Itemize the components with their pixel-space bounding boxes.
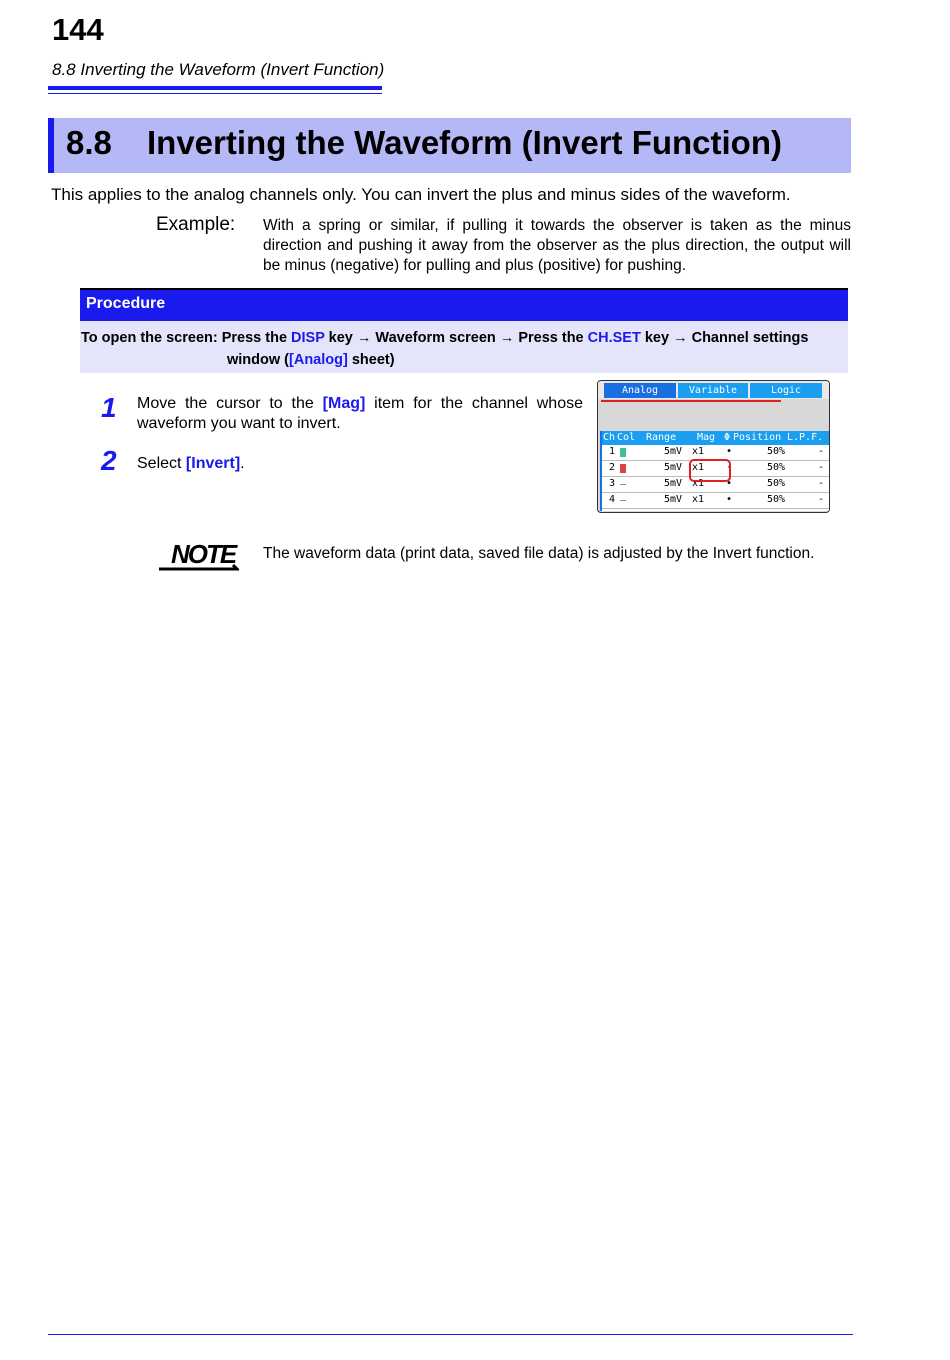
step-text — [137, 454, 245, 474]
step-text-pre: Move the cursor to the — [137, 395, 323, 412]
open-screen-line-2 — [227, 352, 395, 368]
open-screen-instructions — [80, 321, 848, 373]
note-icon-label: NOTE — [171, 539, 236, 569]
table-row[interactable] — [602, 493, 829, 509]
invert-cell[interactable]: · — [726, 462, 733, 473]
arrow-icon: → — [673, 330, 688, 346]
step-number: 2 — [101, 445, 117, 476]
color-swatch — [620, 500, 626, 501]
step-number: 1 — [101, 392, 117, 423]
key-word: key — [640, 330, 674, 346]
section-banner-accent — [48, 118, 54, 173]
range-cell[interactable]: 5mV — [664, 478, 683, 489]
header-rule — [48, 86, 382, 90]
position-cell[interactable]: 50% — [767, 446, 786, 457]
section-banner — [48, 118, 851, 173]
section-title: Inverting the Waveform (Invert Function) — [147, 124, 782, 161]
column-header: Ch — [603, 432, 616, 443]
key-word: key — [324, 330, 357, 346]
tab-analog[interactable]: Analog — [604, 383, 676, 398]
column-header: Φ — [724, 432, 731, 443]
step-text — [137, 394, 583, 434]
invert-keyword: [Invert] — [185, 455, 241, 472]
invert-cell[interactable]: • — [726, 494, 733, 505]
color-swatch — [620, 464, 626, 473]
chset-key: CH.SET — [587, 330, 641, 346]
footer-rule — [48, 1334, 853, 1335]
window-prefix: window ( — [227, 352, 290, 368]
column-header: L.P.F. — [787, 432, 824, 443]
step-text-post: . — [240, 455, 245, 472]
tab-logic[interactable]: Logic — [750, 383, 822, 398]
step-text-post: item for the channel whose waveform you want to invert. — [137, 395, 583, 432]
note-text: The waveform data (print data, saved file data) is adjusted by the Invert function. — [263, 545, 815, 562]
arrow-icon: → — [356, 330, 372, 346]
mag-cell-highlight — [689, 459, 731, 482]
open-prefix: To open the screen: Press the — [81, 330, 292, 346]
range-cell[interactable]: 5mV — [664, 494, 683, 505]
running-header: 8.8 Inverting the Waveform (Invert Function) — [52, 60, 385, 79]
table-header — [602, 431, 829, 445]
channel-number: 2 — [609, 462, 616, 473]
channel-number: 1 — [609, 446, 616, 457]
waveform-screen: Waveform screen — [371, 330, 500, 346]
lpf-cell[interactable]: - — [818, 478, 825, 489]
color-swatch — [620, 484, 626, 485]
arrow-icon: → — [499, 330, 515, 346]
column-header: Mag — [697, 432, 716, 443]
position-cell[interactable]: 50% — [767, 478, 786, 489]
sheet-tabs — [598, 381, 829, 399]
mag-cell[interactable]: x1 — [692, 446, 705, 457]
mag-cell[interactable]: x1 — [692, 478, 705, 489]
range-cell[interactable]: 5mV — [664, 462, 683, 473]
section-number: 8.8 — [66, 124, 112, 161]
lpf-cell[interactable]: - — [818, 446, 825, 457]
position-cell[interactable]: 50% — [767, 494, 786, 505]
mag-cell[interactable]: x1 — [692, 494, 705, 505]
lpf-cell[interactable]: - — [818, 462, 825, 473]
channel-settings-screenshot — [597, 380, 830, 513]
disp-key: DISP — [291, 330, 325, 346]
header-rule-thin — [48, 93, 382, 94]
mag-keyword: [Mag] — [322, 395, 366, 412]
channel-number: 4 — [609, 494, 616, 505]
range-cell[interactable]: 5mV — [664, 446, 683, 457]
example-text: With a spring or similar, if pulling it towards the observer is taken as the minus direction and pushing it away from the observer as the plus direction, the output will be minus (negative) for pulling and plus (positive) for pushing. — [263, 217, 851, 274]
invert-cell[interactable]: • — [726, 446, 733, 457]
procedure-title: Procedure — [86, 295, 166, 312]
position-cell[interactable]: 50% — [767, 462, 786, 473]
column-header: Position — [733, 432, 782, 443]
analog-sheet: [Analog] — [289, 352, 348, 368]
lpf-cell[interactable]: - — [818, 494, 825, 505]
color-swatch — [620, 448, 626, 457]
column-header: Range — [646, 432, 677, 443]
analog-tab-highlight — [601, 400, 781, 402]
invert-cell[interactable]: • — [726, 478, 733, 489]
channel-number: 3 — [609, 478, 616, 489]
column-header: Col — [617, 432, 636, 443]
window-suffix: sheet) — [347, 352, 395, 368]
step-text-pre: Select — [137, 455, 186, 472]
page-number: 144 — [52, 12, 104, 47]
mag-cell[interactable]: x1 — [692, 462, 705, 473]
example-label: Example: — [156, 214, 236, 235]
note-icon — [157, 538, 239, 572]
channel-settings: Channel settings — [687, 330, 809, 346]
tab-variable[interactable]: Variable — [678, 383, 748, 398]
open-screen-line-1 — [81, 330, 808, 346]
intro-paragraph: This applies to the analog channels only. You can invert the plus and minus sides of the waveform. — [51, 185, 791, 204]
press-the: Press the — [514, 330, 588, 346]
procedure-header — [80, 288, 848, 321]
